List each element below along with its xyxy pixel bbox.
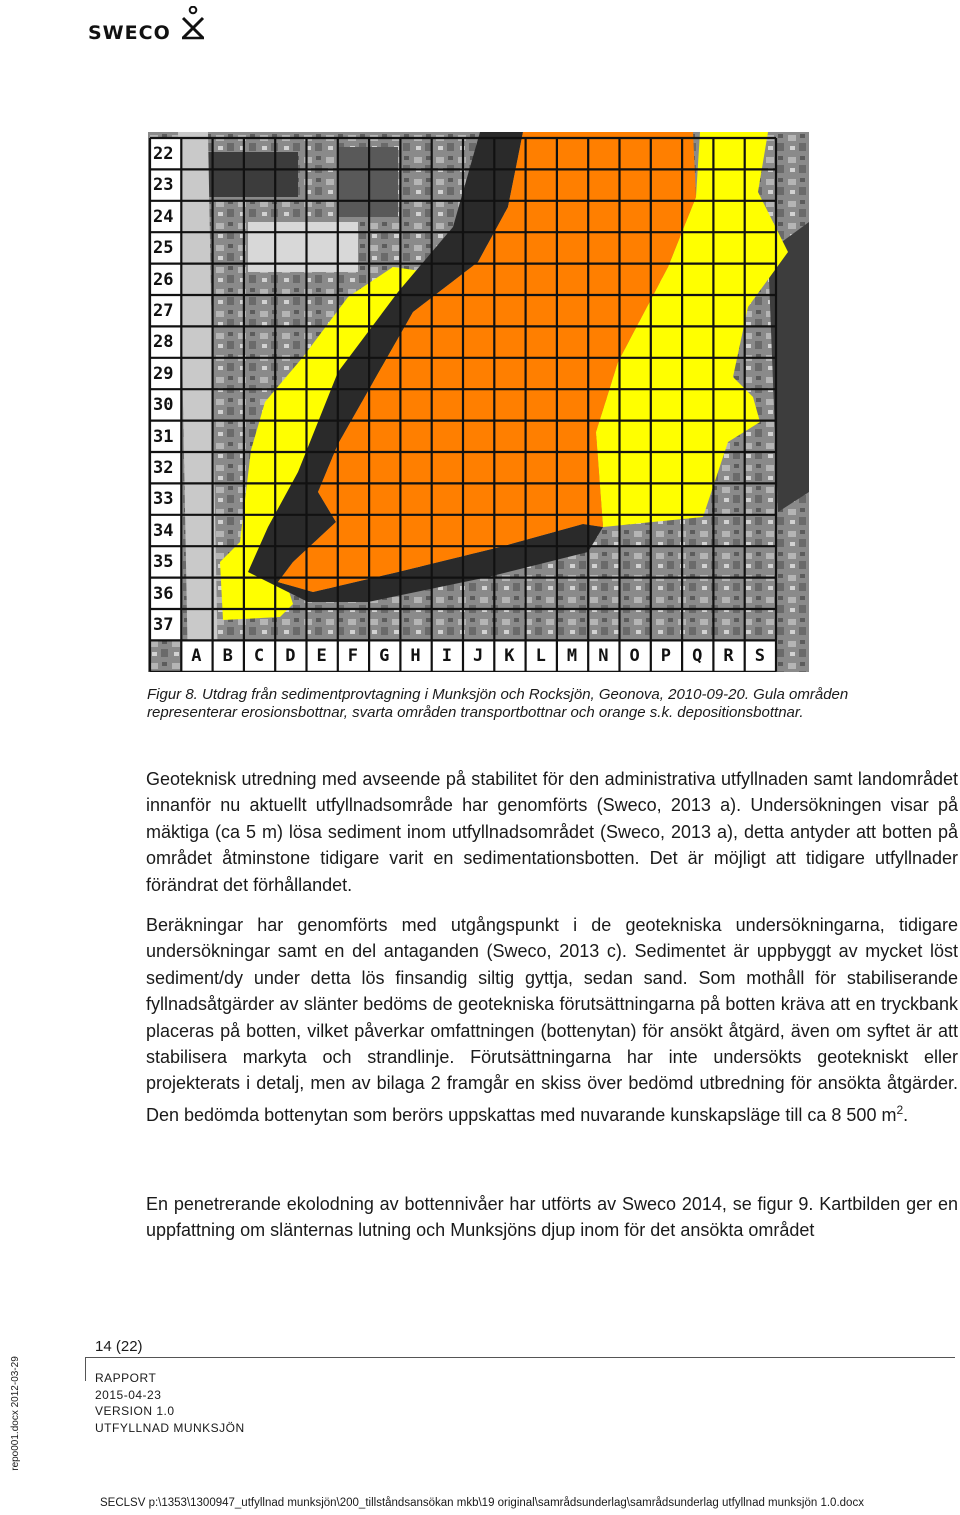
grid-row-label: 27: [153, 301, 174, 321]
grid-col-label: O: [629, 646, 640, 667]
grid-row-label: 31: [153, 426, 174, 447]
paragraph-berakningar-text: Beräkningar har genomförts med utgångspunkt i de geotekniska undersökningarna, tidigare undersökningar samt en del antaganden (Sweco, 2013 c). Sedimentet är uppbyggt av mycket löst sediment/dy under detta lös finsandig siltig gyttja, sedan sand. Som mothåll för stabiliserande fyllnadsåtgärder av slänter bedöms de geotekniska förutsättningarna på botten kräva att en tryckbank placeras på botten, vilket påverkar omfattningen (bottenytan) för ansökt åtgärd, även om syftet är att stabilisera markyta och strandlinje. Förutsättningarna har inte undersökts geotekniskt eller projekterats i detalj, men av bilaga 2 framgår en skiss över bedömd utbredning för ansökta åtgärder. Den bedömda bottenytan som berörs uppskattas med nuvarande kunskapsläge till ca 8 500 m: [146, 915, 958, 1125]
grid-row-label: 24: [153, 206, 174, 227]
grid-col-label: L: [535, 646, 546, 667]
grid-col-label: D: [285, 646, 296, 667]
grid-row-label: 29: [153, 363, 174, 384]
grid-col-label: H: [410, 646, 421, 667]
paragraph-ekolodning: En penetrerande ekolodning av bottennivåer har utförts av Sweco 2014, se figur 9. Kartbilden ger en uppfattning om slänternas lutning och Munksjöns djup inom för det ansökta området: [146, 1194, 958, 1241]
logo-text: SWECO: [88, 22, 171, 44]
grid-row-label: 28: [153, 332, 174, 353]
paragraph-berakningar-end: .: [903, 1104, 909, 1125]
grid-col-label: M: [566, 646, 578, 667]
page-number: 14 (22): [95, 1338, 143, 1355]
sediment-map-figure: [148, 132, 809, 672]
grid-row-label: 30: [153, 395, 174, 416]
grid-col-label: S: [754, 646, 765, 667]
template-code: repo001.docx 2012-03-29: [9, 1356, 21, 1471]
grid-col-label: G: [379, 646, 390, 667]
grid-col-label: I: [441, 646, 452, 667]
grid-row-label: 33: [153, 489, 174, 510]
building-roof: [208, 152, 298, 197]
map-graphic: [148, 132, 809, 672]
footer-document-info: [95, 1370, 245, 1436]
grid-col-label: C: [253, 646, 265, 667]
grid-row-label: 25: [153, 238, 174, 259]
doc-type: RAPPORT: [95, 1371, 157, 1385]
grid-col-label: P: [660, 646, 672, 667]
grid-col-label: N: [598, 646, 609, 667]
map-grid: [150, 138, 776, 672]
doc-project: UTFYLLNAD MUNKSJÖN: [95, 1420, 245, 1435]
grid-row-label: 32: [153, 458, 174, 478]
sweco-mark-icon: [179, 6, 207, 40]
grid-row-label: 36: [153, 583, 174, 604]
paragraph-geoteknisk-utredning: Geoteknisk utredning med avseende på stabilitet för den administrativa utfyllnaden samt landområdet innanför nu aktuellt utfyllnadsområde har genomförts (Sweco, 2013 a). Undersökningen visar på mäktiga (ca 5 m) lösa sediment inom utfyllnadsområdet (Sweco, 2013 a), detta antyder att botten på området åtminstone tidigare varit en sedimentationsbotten. Det är möjligt att tidigare utfyllnader förändrat det förhållandet.: [146, 769, 958, 895]
area-unit-superscript: 2: [896, 1102, 904, 1117]
grid-col-label: K: [504, 646, 515, 667]
footer-divider-tick: [85, 1357, 86, 1381]
paragraph-berakningar: [146, 912, 958, 1128]
grid-col-label: A: [191, 646, 202, 667]
grid-row-label: 26: [153, 269, 174, 290]
grid-row-label: 35: [153, 552, 174, 573]
grid-row-label: 34: [153, 520, 174, 541]
grid-row-label: 23: [153, 175, 174, 196]
grid-col-label: F: [347, 646, 359, 667]
grid-col-label: R: [723, 646, 734, 667]
caption-line-1: Figur 8. Utdrag från sedimentprovtagning i Munksjön och Rocksjön, Geonova, 2010-09-20. Gula områden: [147, 686, 849, 703]
figure-caption: [147, 686, 947, 722]
grid-col-label: J: [473, 646, 484, 667]
doc-version: VERSION 1.0: [95, 1404, 175, 1418]
doc-date: 2015-04-23: [95, 1387, 162, 1402]
sweco-logo: [88, 6, 218, 46]
grid-col-label: E: [316, 646, 327, 667]
grid-row-label: 22: [153, 144, 174, 164]
file-path: SECLSV p:\1353\1300947_utfyllnad munksjön\200_tillståndsansökan mkb\19 original\samrådsunderlag\samrådsunderlag utfyllnad munksjön 1.0.docx: [100, 1497, 864, 1509]
grid-col-label: B: [222, 646, 233, 667]
grid-col-label: Q: [692, 646, 703, 667]
grid-row-label: 37: [153, 615, 174, 635]
caption-line-2: representerar erosionsbottnar, svarta områden transportbottnar och orange s.k. depositionsbottnar.: [147, 704, 804, 721]
footer-divider: [85, 1357, 955, 1358]
